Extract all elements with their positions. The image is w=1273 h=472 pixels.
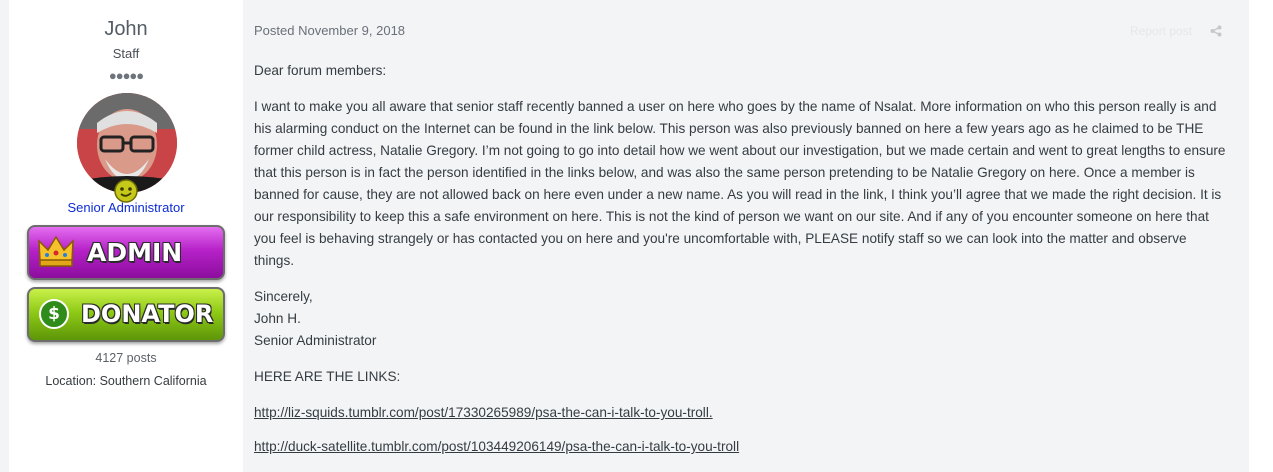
post-link-item bbox=[254, 402, 1229, 424]
post-greeting: Dear forum members: bbox=[254, 63, 387, 78]
post-link-item bbox=[254, 436, 1229, 458]
dollar-coin-icon: $ bbox=[39, 299, 69, 329]
author-location: Location: Southern California bbox=[45, 374, 207, 388]
admin-badge-label: ADMIN bbox=[87, 238, 183, 267]
share-icon[interactable] bbox=[1210, 25, 1222, 37]
author-panel bbox=[9, 0, 243, 472]
post-body bbox=[254, 60, 1229, 470]
post-paragraph: I want to make you all aware that senior staff recently banned a user on here who goes by the name of Nsalat. More information on who this person really is and his alarming conduct on the Internet can be found in the link below. This person was also previously banned on here a few years ago as he claimed to be THE former child actress, Natalie Gregory. I’m not going to go into detail how we went about our investigation, but we made certain and went to great lengths to ensure that this person is in fact the person identified in the links below, and was also the same person pretending to be Natalie Gregory on here. Once a member is banned for cause, they are not allowed back on here even under a new name. As you will read in the link, I think you’ll agree that we made the right decision. It is our responsibility to keep this a safe environment on here. This is not the kind of person we want on our site. And if any of you encounter someone on here that you feel is behaving strangely or has contacted you on here and you're uncomfortable with, PLEASE notify staff so we can look into the matter and observe things. bbox=[254, 99, 1226, 268]
post-link[interactable]: http://liz-squids.tumblr.com/post/17330265989/psa-the-can-i-talk-to-you-troll. bbox=[254, 405, 713, 420]
links-heading: HERE ARE THE LINKS: bbox=[254, 369, 401, 384]
avatar[interactable] bbox=[77, 93, 177, 193]
author-title: Staff bbox=[112, 46, 140, 61]
page-edge bbox=[1249, 0, 1273, 472]
signature-line: Senior Administrator bbox=[254, 333, 377, 348]
signature-line: John H. bbox=[254, 311, 301, 326]
post-content bbox=[243, 0, 1249, 472]
post-signature bbox=[254, 286, 1229, 352]
post-count: 4127 posts bbox=[95, 351, 157, 365]
author-name[interactable]: John bbox=[104, 18, 148, 40]
report-post-link[interactable]: Report post bbox=[1130, 24, 1193, 38]
post-link[interactable]: http://duck-satellite.tumblr.com/post/103449206149/psa-the-can-i-talk-to-you-troll bbox=[254, 439, 740, 454]
avatar-image bbox=[77, 93, 177, 193]
donator-badge-label: DONATOR bbox=[81, 300, 214, 328]
rank-pips: ●●●●● bbox=[108, 68, 144, 83]
signature-line: Sincerely, bbox=[254, 289, 313, 304]
crown-icon bbox=[37, 235, 75, 269]
group-name-link[interactable]: Senior Administrator bbox=[67, 200, 185, 215]
admin-badge bbox=[27, 225, 225, 280]
donator-badge bbox=[27, 287, 225, 342]
post-date[interactable]: Posted November 9, 2018 bbox=[254, 23, 406, 38]
